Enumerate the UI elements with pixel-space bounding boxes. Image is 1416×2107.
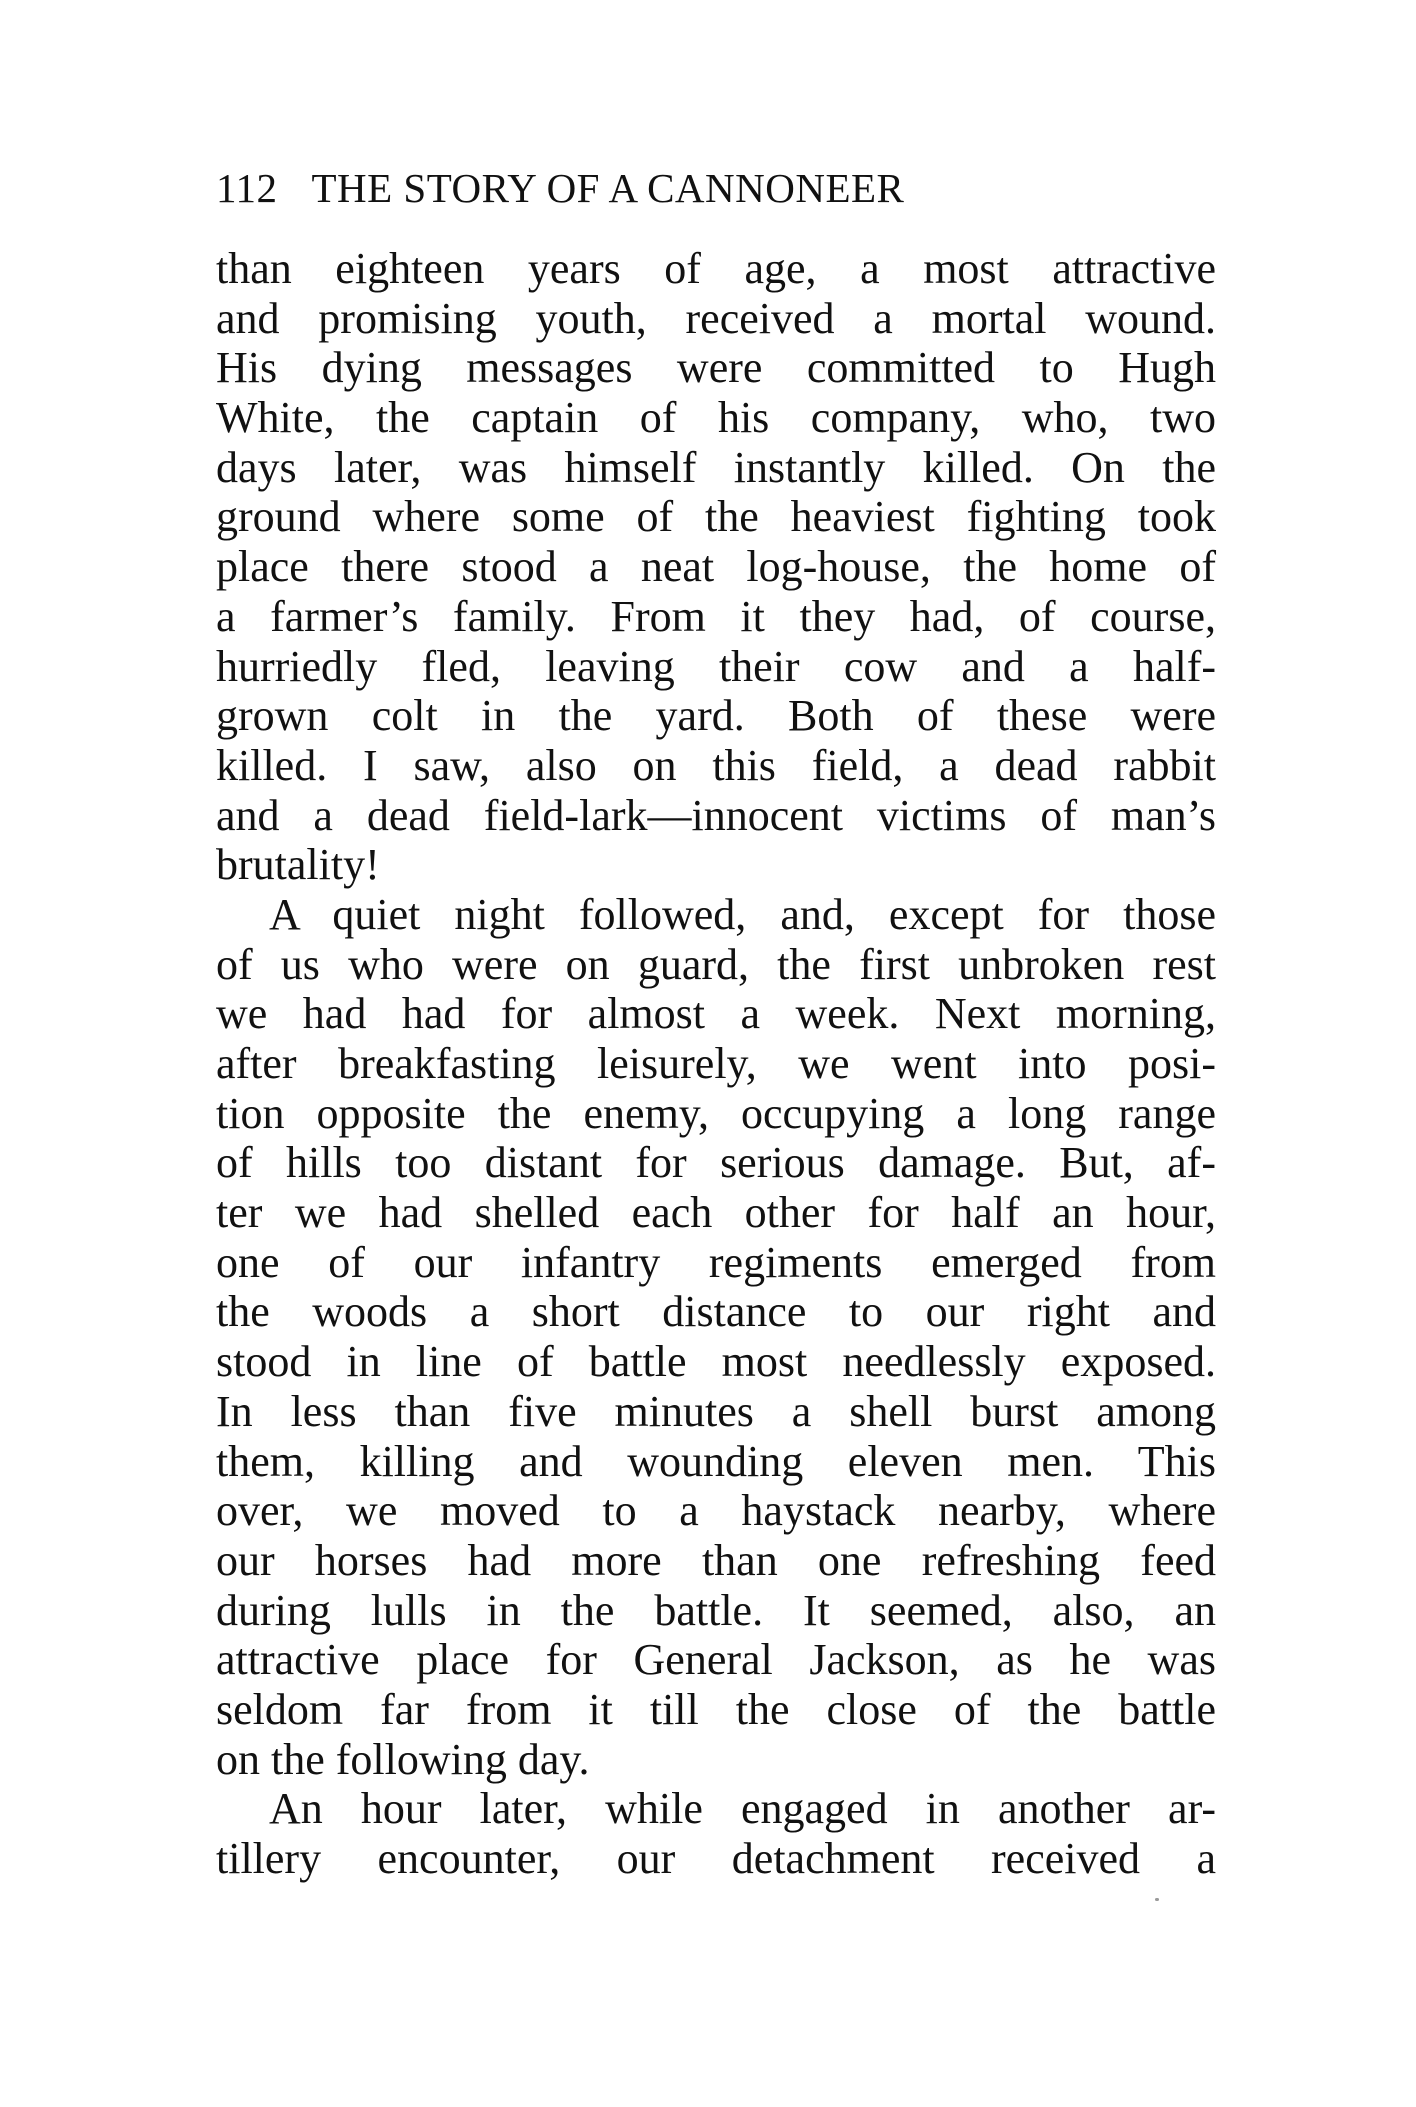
page-number: 112 xyxy=(216,165,278,211)
paper-speck xyxy=(1155,1898,1159,1901)
text-line: stood in line of battle most needlessly exposed. xyxy=(216,1337,1216,1387)
text-line: His dying messages were committed to Hugh xyxy=(216,343,1216,393)
text-line: seldom far from it till the close of the battle xyxy=(216,1684,1216,1734)
text-line: ground where some of the heaviest fighting took xyxy=(216,492,1216,542)
text-line: days later, was himself instantly killed. On the xyxy=(216,442,1216,492)
text-line: after breakfasting leisurely, we went into posi- xyxy=(216,1039,1216,1088)
paragraph xyxy=(216,1784,1216,1883)
text-line: one of our infantry regiments emerged from xyxy=(216,1237,1216,1287)
text-line: we had had for almost a week. Next morning, xyxy=(216,989,1216,1039)
text-line: and promising youth, received a mortal wound. xyxy=(216,293,1216,343)
text-line: tillery encounter, our detachment received a xyxy=(216,1834,1216,1883)
body-text xyxy=(216,244,1216,1884)
text-line: An hour later, while engaged in another ar- xyxy=(269,1784,1216,1834)
text-line: of us who were on guard, the first unbroken rest xyxy=(216,939,1216,989)
text-line: In less than five minutes a shell burst among xyxy=(216,1386,1216,1436)
text-line: and a dead field-lark—innocent victims of man’s xyxy=(216,790,1216,840)
text-line: ter we had shelled each other for half an hour, xyxy=(216,1188,1216,1238)
paragraph xyxy=(216,244,1216,890)
text-line: tion opposite the enemy, occupying a long range xyxy=(216,1088,1216,1138)
running-head xyxy=(216,158,1216,218)
text-line: on the following day. xyxy=(216,1734,590,1784)
text-line: than eighteen years of age, a most attractive xyxy=(216,244,1216,293)
running-title: THE STORY OF A CANNONEER xyxy=(311,165,905,211)
text-line: during lulls in the battle. It seemed, also, an xyxy=(216,1585,1216,1635)
text-line: place there stood a neat log-house, the home of xyxy=(216,542,1216,592)
text-line: them, killing and wounding eleven men. This xyxy=(216,1436,1216,1486)
paragraph xyxy=(216,890,1216,1784)
text-line: a farmer’s family. From it they had, of course, xyxy=(216,591,1216,641)
text-line: grown colt in the yard. Both of these were xyxy=(216,691,1216,741)
text-line: A quiet night followed, and, except for those xyxy=(269,889,1216,939)
text-line: White, the captain of his company, who, two xyxy=(216,393,1216,443)
text-line: hurriedly fled, leaving their cow and a half- xyxy=(216,641,1216,691)
text-line: our horses had more than one refreshing feed xyxy=(216,1535,1216,1585)
text-line: killed. I saw, also on this field, a dead rabbit xyxy=(216,740,1216,790)
text-line: attractive place for General Jackson, as he was xyxy=(216,1635,1216,1685)
text-line: the woods a short distance to our right and xyxy=(216,1287,1216,1337)
text-line: over, we moved to a haystack nearby, where xyxy=(216,1486,1216,1536)
text-line: brutality! xyxy=(216,840,380,890)
text-line: of hills too distant for serious damage. But, af- xyxy=(216,1138,1216,1188)
